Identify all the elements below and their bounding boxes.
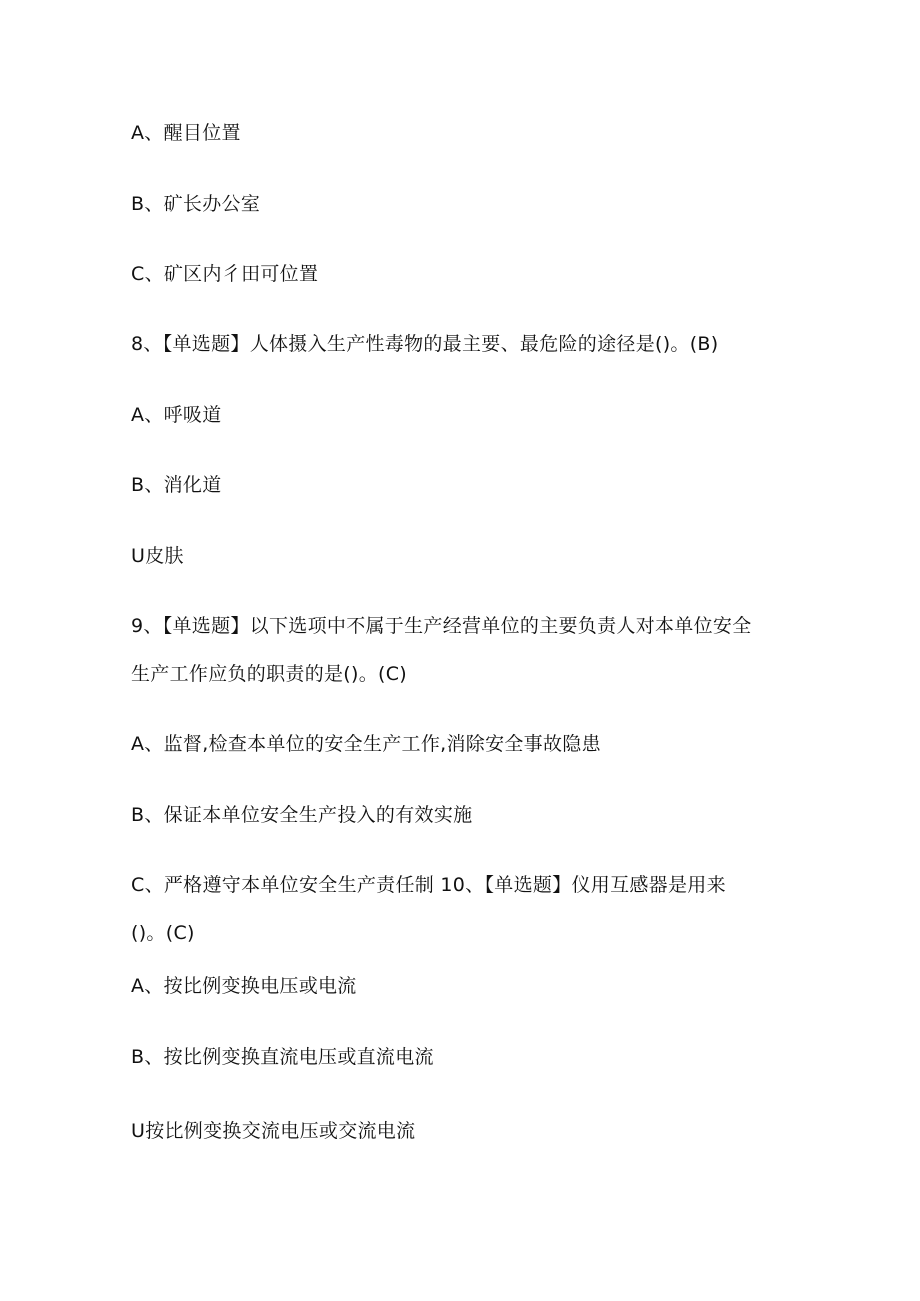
option-7c: C、矿区内彳田可位置 bbox=[131, 263, 319, 285]
option-7b: B、矿长办公室 bbox=[131, 193, 261, 215]
option-8b: B、消化道 bbox=[131, 474, 222, 496]
option-9b: B、保证本单位安全生产投入的有效实施 bbox=[131, 804, 473, 826]
option-9c-question-10: C、严格遵守本单位安全生产责任制 10、【单选题】仪用互感器是用来 bbox=[131, 874, 726, 896]
option-10b: B、按比例变换直流电压或直流电流 bbox=[131, 1046, 434, 1068]
question-10-line-2: ()。(C) bbox=[131, 922, 195, 944]
option-8a: A、呼吸道 bbox=[131, 404, 222, 426]
option-7a: A、醒目位置 bbox=[131, 122, 241, 144]
option-8c: U皮肤 bbox=[131, 545, 184, 567]
option-10a: A、按比例变换电压或电流 bbox=[131, 975, 357, 997]
question-9-line-1: 9、【单选题】以下选项中不属于生产经营单位的主要负责人对本单位安全 bbox=[131, 615, 752, 637]
option-9a: A、监督,检查本单位的安全生产工作,消除安全事故隐患 bbox=[131, 733, 601, 755]
option-10c: U按比例变换交流电压或交流电流 bbox=[131, 1120, 416, 1142]
question-8: 8、【单选题】人体摄入生产性毒物的最主要、最危险的途径是()。(B) bbox=[131, 333, 719, 355]
question-9-line-2: 生产工作应负的职责的是()。(C) bbox=[131, 663, 408, 685]
